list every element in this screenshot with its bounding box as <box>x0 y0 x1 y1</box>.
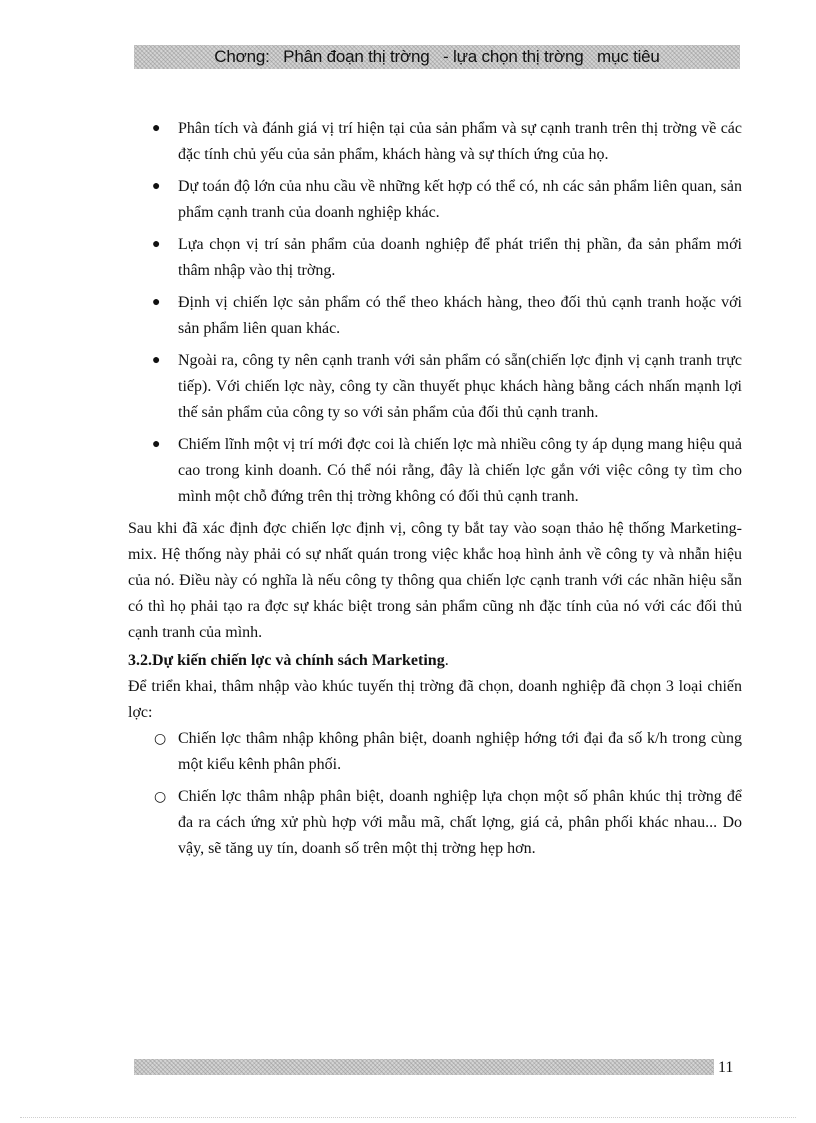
footer-bar <box>134 1059 714 1075</box>
bullet-icon: ● <box>152 121 161 136</box>
page-content <box>128 116 742 868</box>
section-intro: Để triển khai, thâm nhập vào khúc tuyến thị trờng đã chọn, doanh nghiệp đã chọn 3 loại chiến lợc: <box>128 678 742 721</box>
page-edge-divider <box>20 1117 796 1118</box>
circle-bullet-icon: ○ <box>154 731 167 747</box>
bullet-icon: ● <box>152 295 161 310</box>
list-item: ● Lựa chọn vị trí sản phẩm của doanh nghiệp để phát triển thị phần, đa sản phẩm mới thâm nhập vào thị trờng. <box>128 232 742 284</box>
body-paragraph: Sau khi đã xác định đợc chiến lợc định vị, công ty bắt tay vào soạn thảo hệ thống Marketing- mix. Hệ thống này phải có sự nhất quán trong việc khắc hoạ hình ảnh về công ty và nhẫn hiệu của nó. Điều này có nghĩa là nếu công ty thông qua chiến lợc cạnh tranh với các nhãn hiệu sẵn có thì họ phải tạo ra đợc sự khác biệt trong sản phẩm cũng nh đặc tính của nó với các đối thủ cạnh tranh của mình. <box>128 520 742 641</box>
list-item: ● Ngoài ra, công ty nên cạnh tranh với sản phẩm có sẵn(chiến lợc định vị cạnh tranh trực tiếp). Với chiến lợc này, công ty cần thuyết phục khách hàng bằng cách nhấn mạnh lợi thế sản phẩm của công ty so với sản phẩm của đối thủ cạnh tranh. <box>128 348 742 426</box>
strategy-list <box>128 726 742 862</box>
bullet-icon: ● <box>152 179 161 194</box>
page-number: 11 <box>718 1059 734 1076</box>
bullet-list <box>128 116 742 510</box>
circle-bullet-icon: ○ <box>154 789 167 805</box>
list-item: ● Phân tích và đánh giá vị trí hiện tại của sản phẩm và sự cạnh tranh trên thị trờng về các đặc tính chủ yếu của sản phẩm, khách hàng và sự thích ứng của họ. <box>128 116 742 168</box>
bullet-icon: ● <box>152 353 161 368</box>
bullet-icon: ● <box>152 437 161 452</box>
list-item: ● Chiếm lĩnh một vị trí mới đợc coi là chiến lợc mà nhiều công ty áp dụng mang hiệu quả cao trong kinh doanh. Có thể nói rằng, đây là chiến lợc gắn với việc công ty tìm cho mình một chỗ đứng trên thị trờng không có đối thủ cạnh tranh. <box>128 432 742 510</box>
section-heading: 3.2.Dự kiến chiến lợc và chính sách Marketing. <box>128 652 449 669</box>
chapter-title: Chơng: Phân đoạn thị trờng - lựa chọn thị trờng mục tiêu <box>214 47 660 66</box>
list-item: ○ Chiến lợc thâm nhập phân biệt, doanh nghiệp lựa chọn một số phân khúc thị trờng để đa ra cách ứng xử phù hợp với mẫu mã, chất lợng, giá cả, phân phối khác nhau... Do vậy, sẽ tăng uy tín, doanh số trên một thị trờng hẹp hơn. <box>128 784 742 862</box>
bullet-icon: ● <box>152 237 161 252</box>
header-bar <box>134 45 740 69</box>
list-item: ○ Chiến lợc thâm nhập không phân biệt, doanh nghiệp hớng tới đại đa số k/h trong cùng một kiểu kênh phân phối. <box>128 726 742 778</box>
list-item: ● Dự toán độ lớn của nhu cầu về những kết hợp có thể có, nh các sản phẩm liên quan, sản phẩm cạnh tranh của doanh nghiệp khác. <box>128 174 742 226</box>
list-item: ● Định vị chiến lợc sản phẩm có thể theo khách hàng, theo đối thủ cạnh tranh hoặc với sản phẩm liên quan khác. <box>128 290 742 342</box>
